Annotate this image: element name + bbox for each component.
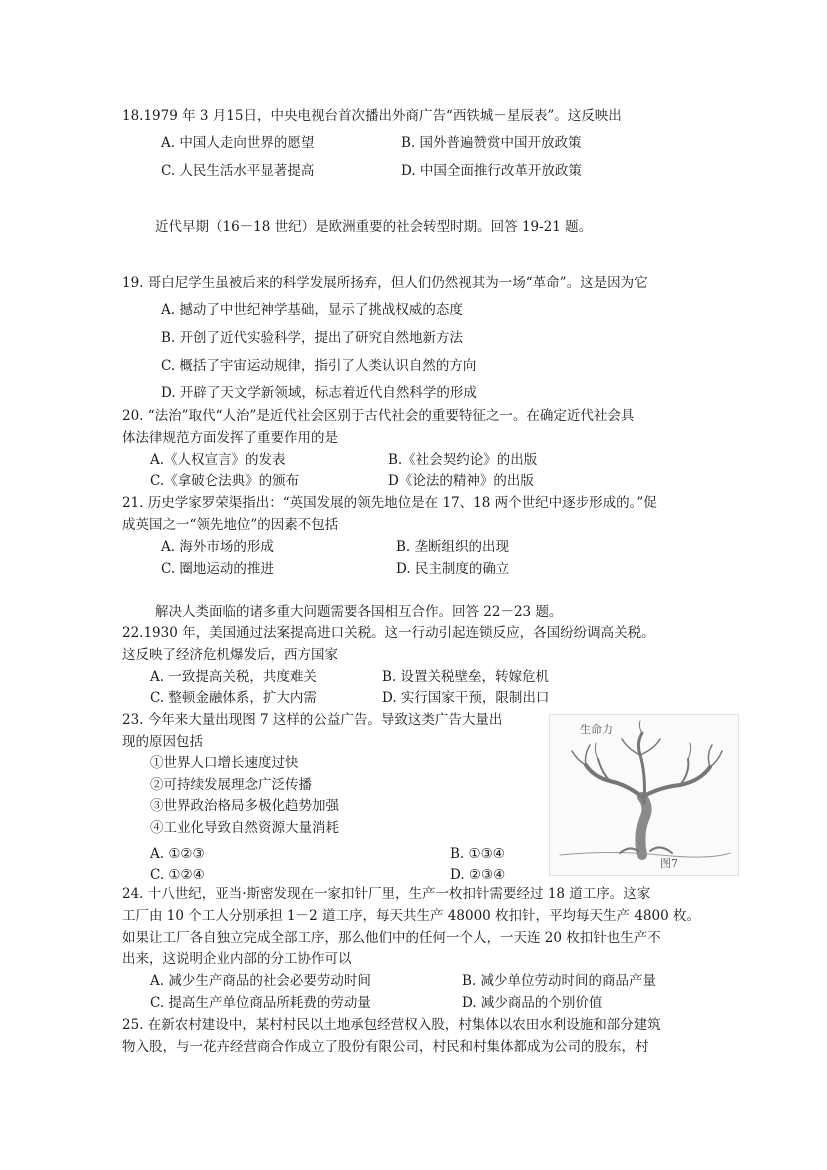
q24-option-b: B. 减少单位劳动时间的商品产量 [462, 973, 657, 989]
section-intro-22-23: 解决人类面临的诸多重大问题需要各国相互合作。回答 22－23 题。 [155, 604, 563, 620]
q18-option-a: A. 中国人走向世界的愿望 [161, 135, 315, 151]
q21-option-c: C. 圈地运动的推进 [161, 561, 274, 577]
q21-option-b: B. 垄断组织的出现 [396, 539, 510, 555]
q21-stem-line1: 21. 历史学家罗荣渠指出：“英国发展的领先地位是在 17、18 两个世纪中逐步形成的。”促 [122, 495, 657, 511]
q22-stem-line2: 这反映了经济危机爆发后，西方国家 [122, 647, 338, 663]
q23-item-3: ③世界政治格局多极化趋势加强 [150, 798, 339, 814]
q23-stem-line1: 23. 今年来大量出现图 7 这样的公益广告。导致这类广告大量出 [122, 712, 503, 728]
q19-option-b: B. 开创了近代实验科学，提出了研究自然地新方法 [161, 330, 464, 346]
q24-stem-line3: 如果让工厂各自独立完成全部工序，那么他们中的任何一个人，一天连 20 枚扣针也生产不 [122, 930, 661, 946]
q24-option-c: C. 提高生产单位商品所耗费的劳动量 [150, 995, 371, 1011]
tree-icon [550, 715, 738, 875]
q22-option-c: C. 整顿金融体系，扩大内需 [150, 690, 317, 706]
q23-option-c: C. ①②④ [150, 867, 205, 883]
q21-option-d: D. 民主制度的确立 [396, 561, 510, 577]
q22-option-b: B. 设置关税壁垒，转嫁危机 [382, 669, 550, 685]
q18-option-d: D. 中国全面推行改革开放政策 [401, 163, 582, 179]
q24-option-a: A. 减少生产商品的社会必要劳动时间 [150, 973, 371, 989]
q23-option-d: D. ②③④ [450, 867, 506, 883]
q23-option-a: A. ①②③ [150, 846, 205, 862]
q25-stem-line2: 物入股，与一花卉经营商合作成立了股份有限公司，村民和村集体都成为公司的股东，村 [122, 1039, 649, 1055]
q24-stem-line1: 24. 十八世纪，亚当·斯密发现在一家扣针厂里，生产一枚扣针需要经过 18 道工序。这家 [122, 886, 651, 902]
q24-stem-line2: 工厂由 10 个工人分别承担 1－2 道工序，每天共生产 48000 枚扣针，平均每天生产 4800 枚。 [122, 908, 700, 924]
q25-stem-line1: 25. 在新农村建设中，某村村民以土地承包经营权入股，村集体以农田水利设施和部分建筑 [122, 1017, 661, 1033]
q21-option-a: A. 海外市场的形成 [161, 539, 274, 555]
q22-stem-line1: 22.1930 年，美国通过法案提高进口关税。这一行动引起连锁反应，各国纷纷调高关税。 [122, 625, 655, 641]
q19-option-a: A. 撼动了中世纪神学基础，显示了挑战权威的态度 [161, 302, 463, 318]
section-intro-19-21: 近代早期（16－18 世纪）是欧洲重要的社会转型时期。回答 19-21 题。 [155, 219, 593, 235]
q24-option-d: D. 减少商品的个别价值 [462, 995, 603, 1011]
q18-option-b: B. 国外普遍赞赏中国开放政策 [401, 135, 582, 151]
q20-option-c: C.《拿破仑法典》的颁布 [150, 473, 300, 489]
q20-option-a: A.《人权宣言》的发表 [150, 452, 286, 468]
q19-stem: 19. 哥白尼学生虽被后来的科学发展所扬弃，但人们仍然视其为一场“革命”。这是因为它 [122, 275, 648, 291]
q19-option-c: C. 概括了宇宙运动规律，指引了人类认识自然的方向 [161, 358, 477, 374]
figure-title: 生命力 [580, 723, 613, 736]
q20-option-d: D《论法的精神》的出版 [388, 473, 534, 489]
q18-stem: 18.1979 年 3 月15日，中央电视台首次播出外商广告“西铁城－星辰表”。这反映出 [122, 108, 622, 124]
q23-option-b: B. ①③④ [450, 846, 505, 862]
q23-stem-line2: 现的原因包括 [122, 734, 203, 750]
q18-option-c: C. 人民生活水平显著提高 [161, 163, 315, 179]
q23-item-2: ②可持续发展理念广泛传播 [150, 777, 312, 793]
q23-item-1: ①世界人口增长速度过快 [150, 755, 299, 771]
q22-option-d: D. 实行国家干预，限制出口 [382, 690, 550, 706]
q21-stem-line2: 成英国之一“领先地位”的因素不包括 [122, 517, 339, 533]
q19-option-d: D. 开辟了天文学新领域，标志着近代自然科学的形成 [161, 385, 477, 401]
figure-7-tree-illustration [549, 714, 739, 876]
q24-stem-line4: 出来，这说明企业内部的分工协作可以 [122, 951, 352, 967]
q23-item-4: ④工业化导致自然资源大量消耗 [150, 820, 339, 836]
figure-caption: 图7 [660, 857, 678, 870]
q22-option-a: A. 一致提高关税，共度难关 [150, 669, 317, 685]
q20-stem-line1: 20. “法治”取代“人治”是近代社会区别于古代社会的重要特征之一。在确定近代社会具 [122, 408, 635, 424]
q20-stem-line2: 体法律规范方面发挥了重要作用的是 [122, 430, 338, 446]
q20-option-b: B.《社会契约论》的出版 [388, 452, 538, 468]
